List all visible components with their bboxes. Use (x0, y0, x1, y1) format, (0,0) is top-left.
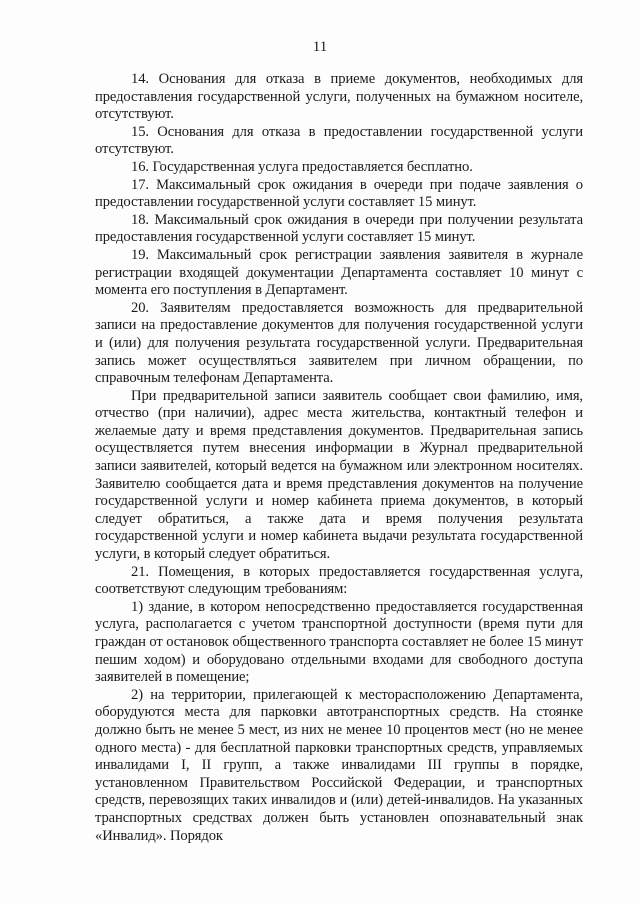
paragraph-20-continued: При предварительной записи заявитель сообщает свои фамилию, имя, отчество (при наличии), адрес места жительства, контактный телефон и желаемые дату и время представления документов. Предварительная запись осуществляется путем внесения информации в Журнал предварительной записи заявителей, который ведется на бумажном или электронном носителях. Заявителю сообщается дата и время представления документов на получение государственной услуги и номер кабинета приема документов, в который следует обратиться, а также дата и время получения результата государственной услуги и номер кабинета выдачи результата государственной услуги, в который следует обратиться. (95, 387, 583, 563)
paragraph-16: 16. Государственная услуга предоставляется бесплатно. (131, 158, 473, 175)
paragraph-15: 15. Основания для отказа в предоставлении государственной услуги отсутствуют. (95, 123, 583, 158)
paragraph-21: 21. Помещения, в которых предоставляется государственная услуга, соответствуют следующим требованиям: (95, 563, 583, 598)
page-number: 11 (312, 39, 328, 55)
paragraph-19: 19. Максимальный срок регистрации заявления заявителя в журнале регистрации входящей документации Департамента составляет 10 минут с момента его поступления в Департамент. (95, 246, 583, 299)
paragraph-21-item-1: 1) здание, в котором непосредственно предоставляется государственная услуга, располагается с учетом транспортной доступности (время пути для граждан от остановок общественного транспорта составляет не более 15 минут пешим ходом) и оборудовано отдельными входами для свободного доступа заявителей в помещение; (95, 598, 583, 686)
paragraph-20: 20. Заявителям предоставляется возможность для предварительной записи на предоставление документов для получения государственной услуги и (или) для получения результата государственной услуги. Предварительная запись может осуществляться заявителем при личном обращении, по справочным телефонам Департамента. (95, 299, 583, 387)
paragraph-17: 17. Максимальный срок ожидания в очереди при подаче заявления о предоставлении государственной услуги составляет 15 минут. (95, 176, 583, 211)
paragraph-21-item-2: 2) на территории, прилегающей к месторасположению Департамента, оборудуются места для парковки автотранспортных средств. На стоянке должно быть не менее 5 мест, из них не менее 10 процентов мест (но не менее одного места) - для бесплатной парковки транспортных средств, управляемых инвалидами I, II групп, а также инвалидами III группы в порядке, установленном Правительством Российской Федерации, и транспортных средств, перевозящих таких инвалидов и (или) детей-инвалидов. На указанных транспортных средствах должен быть установлен опознавательный знак «Инвалид». Порядок (95, 686, 583, 844)
document-body (95, 71, 583, 845)
paragraph-14: 14. Основания для отказа в приеме документов, необходимых для предоставления государственной услуги, полученных на бумажном носителе, отсутствуют. (95, 71, 583, 123)
paragraph-18: 18. Максимальный срок ожидания в очереди при получении результата предоставления государственной услуги составляет 15 минут. (95, 211, 583, 246)
